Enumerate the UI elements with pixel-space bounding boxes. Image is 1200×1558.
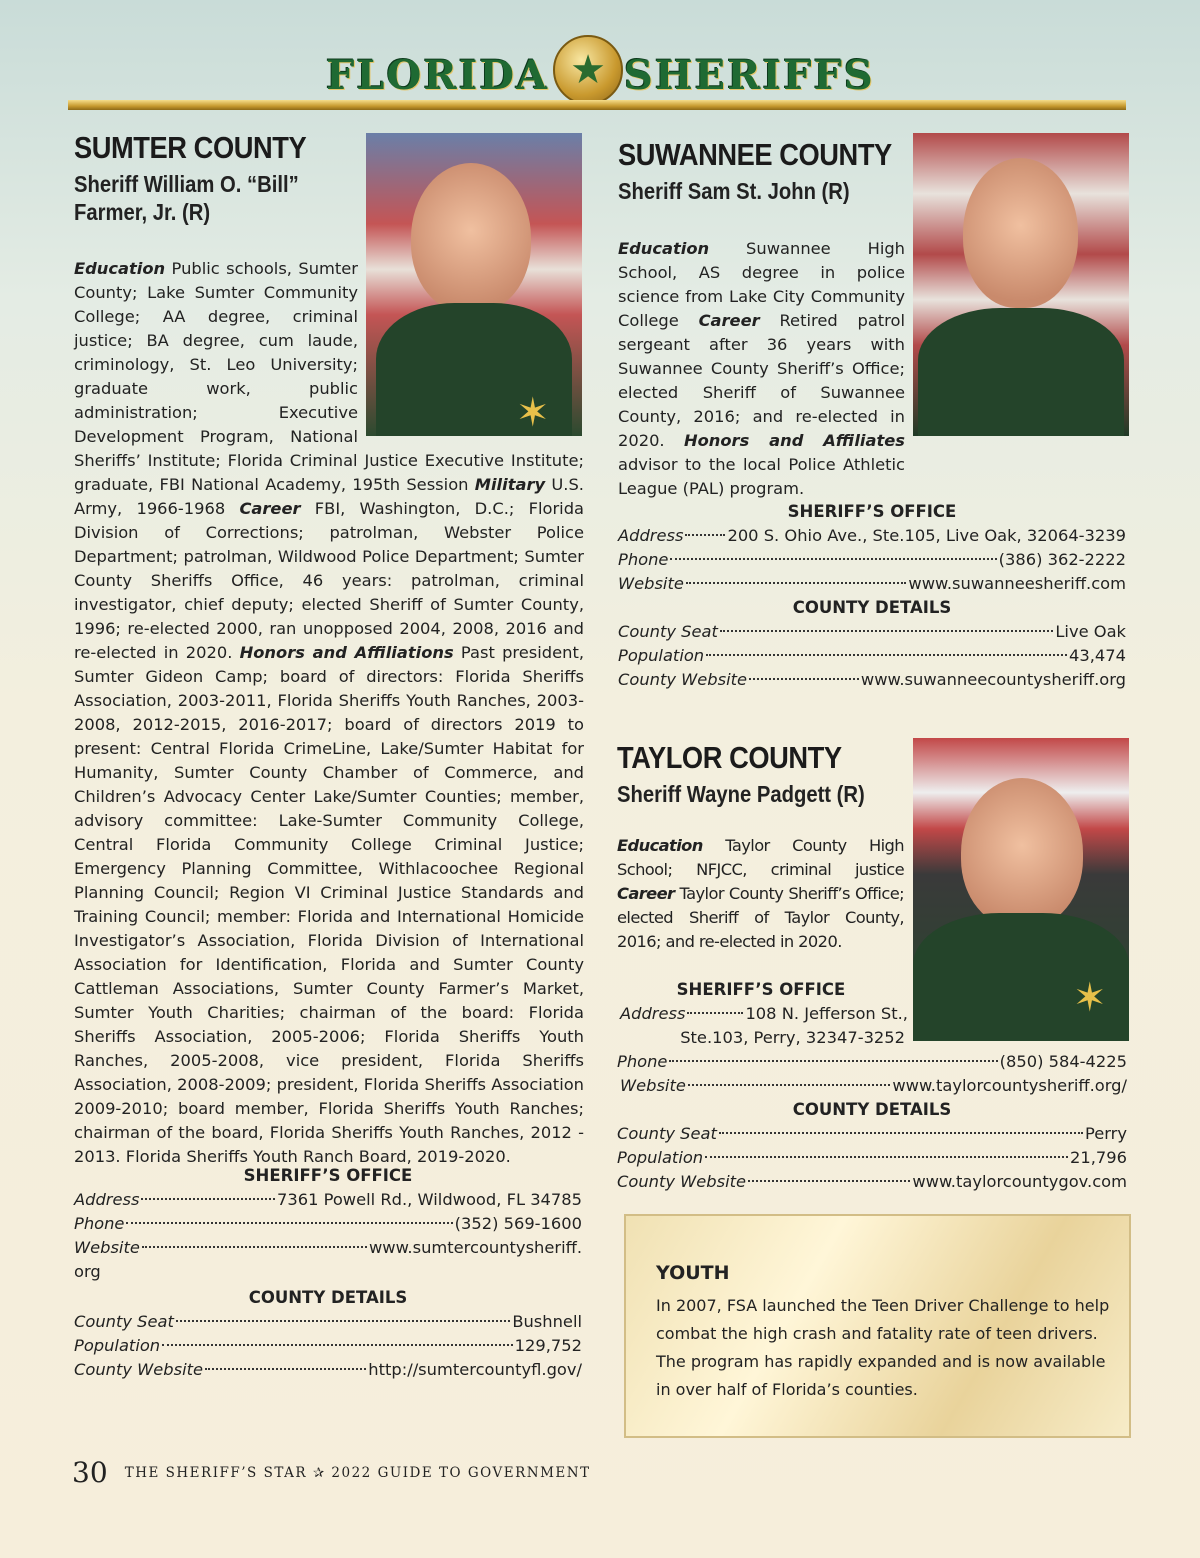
sheriff-name-line1: Sheriff William O. “Bill” (74, 171, 299, 197)
county-title: SUMTER COUNTY (74, 130, 307, 165)
population-row: Population 21,796 (617, 1148, 1127, 1167)
website-row-cont: org (74, 1262, 101, 1281)
label-career: Career (239, 499, 301, 518)
suwannee-county-section (618, 137, 908, 205)
address-row: Address 200 S. Ohio Ave., Ste.105, Live Oak, 32064-3239 (618, 526, 1126, 545)
honors-text: advisor to the local Police Athletic League (PAL) program. (618, 455, 905, 498)
website-link: www.sumtercountysheriff. (368, 1238, 582, 1257)
badge-star-icon: ✶ (516, 390, 550, 436)
county-website-row[interactable]: County Website www.taylorcountygov.com (617, 1170, 1127, 1194)
education-text: Taylor County High School; NFJCC, criminal justice (617, 836, 904, 879)
suwannee-sheriff-photo (913, 133, 1129, 436)
honors-text: Past president, Sumter Gideon Camp; board of directors: Florida Sheriffs Association, 2003-2011, Florida Sheriffs Youth Ranches, 2003-2008, 2012-2015, 2016-2017; board of directors 2019 to present: Central Florida CrimeLine, Lake/Sumter Habitat for Humanity, Sumter County Chamber of Commerce, and Children’s Advocacy Center Lake/Sumter Counties; member, advisory committee: Lake-Sumter Community College, Central Florida Community College Criminal Justice; Emergency Planning Committee, Withlacoochee Regional Planning Council; Region VI Criminal Justice Standards and Training Council; member: Florida and International Homicide Investigator’s Association, Florida Division of International Association for Identification, Florida and Sumter County Cattleman Associations, Sumter County Farmer’s Market, Sumter Youth Charities; chairman of the board: Florida Sheriffs Association, 2005-2006; Florida Sheriffs Youth Ranches, 2005-2008, vice president, Florida Sheriffs Association, 2008-2009; president, Florida Sheriffs Association 2009-2010; board member, Florida Sheriffs Youth Ranches; chairman of the board, Florida Sheriffs Youth Ranches, 2012 - 2013. Florida Sheriffs Youth Ranch Board, 2019-2020. (74, 643, 585, 1166)
county-website-link: www.taylorcountygov.com (912, 1172, 1127, 1191)
county-website-link: http://sumtercountyfl.gov/ (368, 1360, 582, 1379)
office-heading: SHERIFF’S OFFICE (787, 502, 957, 521)
website-row[interactable]: Website www.taylorcountysheriff.org/ (617, 1074, 1127, 1098)
address-row: Address 108 N. Jefferson St., (620, 1004, 908, 1023)
youth-text: In 2007, FSA launched the Teen Driver Challenge to help combat the high crash and fatality rate of teen drivers. The program has rapidly expanded and is now available in over half of Florida’s counties. (656, 1296, 1110, 1399)
address-row: Address 7361 Powell Rd., Wildwood, FL 34785 (74, 1190, 582, 1209)
county-seat-row: County Seat Perry (617, 1124, 1127, 1143)
county-website-link: www.suwanneecountysheriff.org (860, 670, 1126, 689)
phone-row: Phone (352) 569-1600 (74, 1214, 582, 1233)
career-text: Taylor County Sheriff’s Office; elected Sheriff of Taylor County, 2016; and re-elected in 2020. (617, 884, 904, 951)
suwannee-office-details (618, 500, 1126, 692)
taylor-bio (617, 834, 904, 954)
career-text: FBI, Washington, D.C.; Florida Division of Corrections; patrolman, Webster Police Department; patrolman, Wildwood Police Department; Sumter County Sheriffs Office, 46 years: patrolman, criminal investigator, chief deputy; elected Sheriff of Sumter County, 1996; re-elected 2000, ran unopposed 2004, 2008, 2016 and re-elected in 2020. (74, 499, 585, 662)
masthead-sheriffs: SHERIFFS (624, 52, 875, 99)
county-seat-row: County Seat Live Oak (618, 622, 1126, 641)
county-details-heading: COUNTY DETAILS (792, 598, 952, 617)
label-career: Career (698, 311, 760, 330)
label-education: Education (618, 239, 710, 258)
label-honors: Honors and Affiliates (683, 431, 905, 450)
education-text: Suwannee High School, AS degree in police science from Lake City Community College (618, 239, 905, 330)
header-divider (68, 100, 1126, 110)
label-honors: Honors and Affiliations (239, 643, 454, 662)
military-text: U.S. Army, 1966-1968 (74, 475, 584, 518)
sumter-office-details (74, 1164, 582, 1382)
county-title: TAYLOR COUNTY (617, 740, 842, 775)
sheriff-star-seal-icon: ★ (553, 35, 623, 105)
career-text: Retired patrol sergeant after 36 years with Suwannee County Sheriff’s Office; elected Sheriff of Suwannee County, 2016; and re-elected in 2020. (618, 311, 905, 450)
youth-title: YOUTH (656, 1262, 730, 1284)
taylor-county-section (617, 740, 907, 808)
page-footer (72, 1456, 591, 1492)
county-details-heading: COUNTY DETAILS (792, 1100, 952, 1119)
page-number: 30 (72, 1456, 108, 1489)
label-education: Education (617, 836, 703, 855)
label-career: Career (617, 884, 675, 903)
website-row[interactable]: Website www.sumtercountysheriff. (74, 1236, 582, 1260)
publication-title: THE SHERIFF’S STAR ✰ 2022 GUIDE TO GOVERNMENT (124, 1464, 591, 1481)
sheriff-name: Sheriff Wayne Padgett (R) (617, 781, 865, 807)
sheriff-name-line2: Farmer, Jr. (R) (74, 199, 211, 225)
sumter-bio (74, 257, 584, 1169)
address-row-cont: Ste.103, Perry, 32347-3252 (680, 1028, 905, 1047)
taylor-office-details (617, 975, 1127, 1194)
sheriff-name: Sheriff Sam St. John (R) (618, 178, 850, 204)
website-link: www.suwanneesheriff.com (908, 574, 1126, 593)
masthead-florida: FLORIDA (326, 52, 550, 99)
county-title: SUWANNEE COUNTY (618, 137, 892, 172)
office-heading: SHERIFF’S OFFICE (676, 980, 846, 999)
education-text: Public schools, Sumter County; Lake Sumter Community College; AA degree, criminal justice; BA degree, cum laude, criminology, St. Leo University; graduate work, public administration; Executive Development Program, National Sheriffs’ Institute; Florida Criminal Justice Executive Institute; graduate, FBI National Academy, 195th Session (74, 259, 584, 494)
office-heading: SHERIFF’S OFFICE (243, 1166, 413, 1185)
label-military: Military (474, 475, 546, 494)
county-website-row[interactable]: County Website www.suwanneecountysheriff.org (618, 668, 1126, 692)
population-row: Population 129,752 (74, 1336, 582, 1355)
label-education: Education (74, 259, 166, 278)
website-link: www.taylorcountysheriff.org/ (892, 1076, 1127, 1095)
county-details-heading: COUNTY DETAILS (248, 1288, 408, 1307)
phone-row: Phone (386) 362-2222 (618, 550, 1126, 569)
masthead (0, 30, 1200, 100)
badge-star-icon: ✶ (1073, 975, 1107, 1021)
population-row: Population 43,474 (618, 646, 1126, 665)
county-website-row[interactable]: County Website http://sumtercountyfl.gov/ (74, 1358, 582, 1382)
phone-row: Phone (850) 584-4225 (617, 1052, 1127, 1071)
youth-callout (624, 1214, 1131, 1438)
county-seat-row: County Seat Bushnell (74, 1312, 582, 1331)
suwannee-bio (618, 237, 905, 501)
website-row[interactable]: Website www.suwanneesheriff.com (618, 572, 1126, 596)
